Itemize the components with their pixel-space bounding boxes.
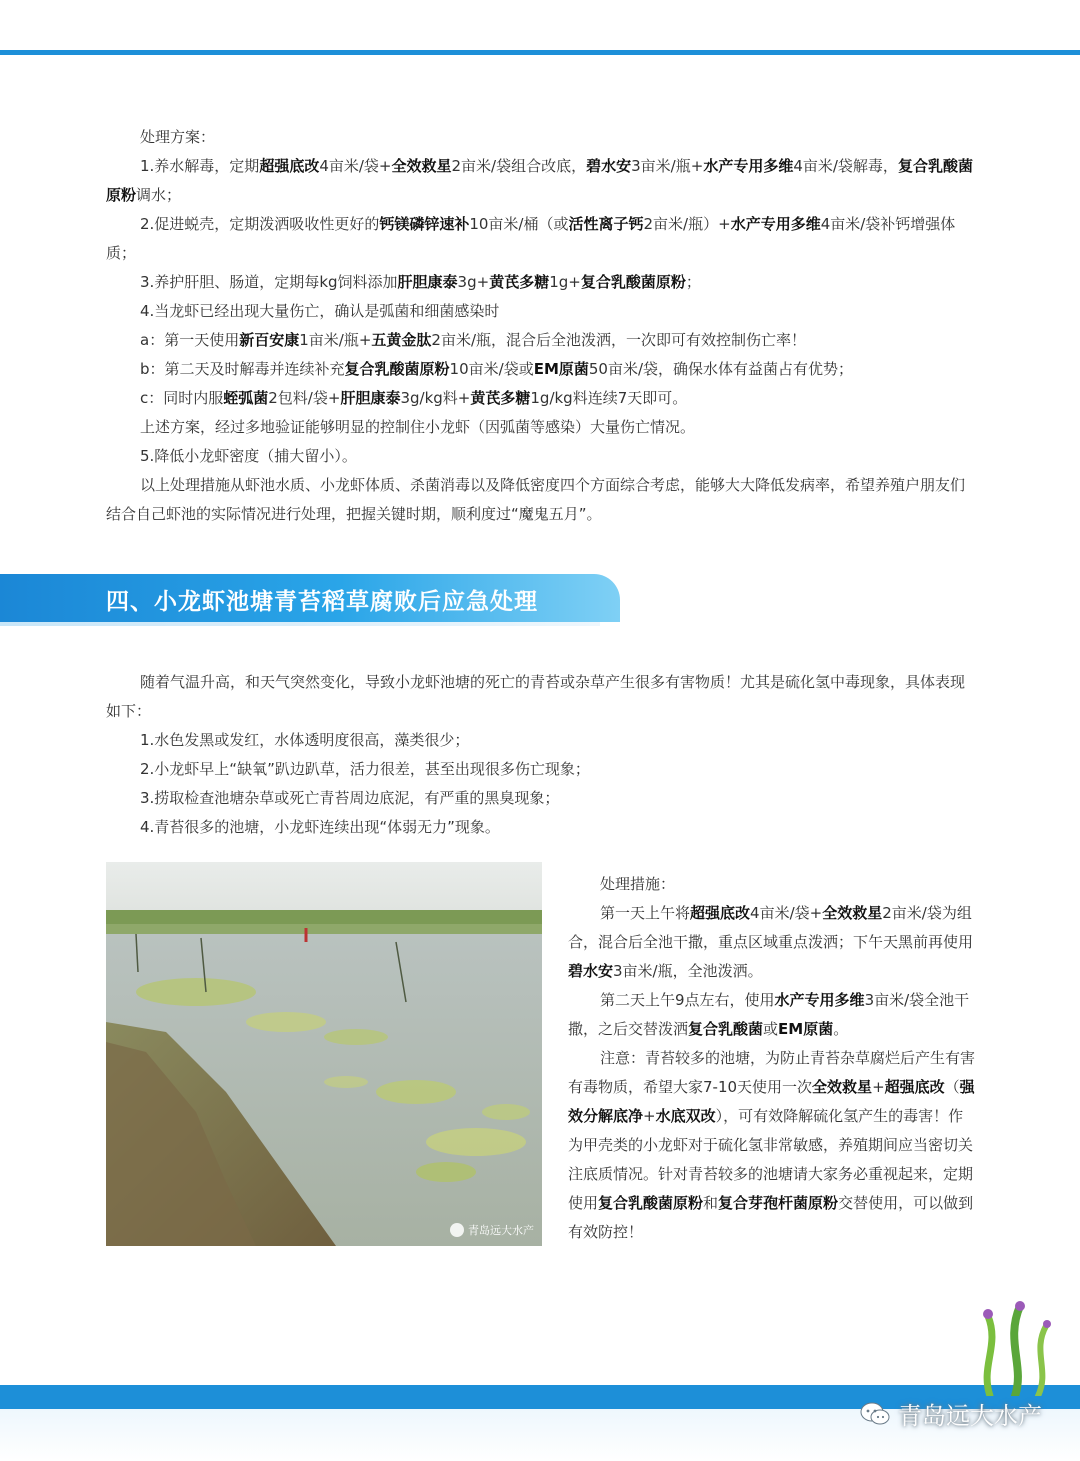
text-segment: 10亩米/袋或: [449, 360, 534, 378]
plan-conclusion: 以上处理措施从虾池水质、小龙虾体质、杀菌消毒以及降低密度四个方面综合考虑，能够大大降低发病率，希望养殖户朋友们结合自己虾池的实际情况进行处理，把握关键时期，顺利度过“魔鬼五月”。: [106, 476, 966, 523]
bold-product-name: 活性离子钙: [568, 215, 644, 233]
text-segment: 10亩米/桶（或: [469, 215, 569, 233]
seaweed-icon: [970, 1296, 1060, 1396]
text-segment: 2亩米/瓶，混合后全池泼洒，一次即可有效控制伤亡率！: [431, 331, 807, 349]
plan-item-3: [106, 268, 978, 297]
bold-product-name: 复合乳酸菌原粉: [598, 1194, 704, 1212]
text-segment: 第一天上午将: [600, 904, 691, 922]
plan-step-b: [106, 355, 978, 384]
bold-product-name: 复合芽孢杆菌原粉: [718, 1194, 839, 1212]
bold-product-name: 黄芪多糖: [470, 389, 531, 407]
bold-product-name: 复合乳酸菌: [688, 1020, 764, 1038]
pond-photo-illustration: [106, 862, 542, 1246]
text-segment: 4亩米/袋解毒，: [793, 157, 898, 175]
bold-product-name: 黄芪多糖: [489, 273, 550, 291]
bold-product-name: 肝胆康泰: [397, 273, 458, 291]
plan-summary: 上述方案，经过多地验证能够明显的控制住小龙虾（因弧菌等感染）大量伤亡情况。: [140, 418, 696, 436]
top-rule: [0, 50, 1080, 55]
bold-product-name: 超强底改: [259, 157, 320, 175]
brand-footer: [860, 1396, 1042, 1431]
bold-product-name: 水底双改: [655, 1107, 716, 1125]
bold-product-name: 蛭弧菌: [223, 389, 269, 407]
brand-name: 青岛远大水产: [898, 1402, 1042, 1430]
text-segment: 3亩米/瓶，全池泼洒。: [613, 962, 763, 980]
plan-step-a: [106, 326, 978, 355]
text-segment: 3g/kg料+: [400, 389, 471, 407]
bold-product-name: 水产专用多维: [703, 157, 794, 175]
plan-item-5: 5.降低小龙虾密度（捕大留小）。: [140, 447, 357, 465]
text-segment: 4亩米/袋+: [750, 904, 823, 922]
bold-product-name: EM原菌: [533, 360, 589, 378]
text-segment: ），可有效降解硫化氢产生的毒害！作为甲壳类的小龙虾对于硫化氢非常敏感，养殖期间应当密切关注底质情况。针对青苔较多的池塘请大家务必重视起来，定期使用: [568, 1107, 974, 1212]
plan-heading: 处理方案：: [140, 128, 216, 146]
text-segment: 2包料/袋+: [268, 389, 341, 407]
bold-product-name: 水产专用多维: [774, 991, 865, 1009]
bold-product-name: 全效救星: [812, 1078, 873, 1096]
symptom-3: 3.捞取检查池塘杂草或死亡青苔周边底泥，有严重的黑臭现象；: [140, 789, 560, 807]
text-segment: 1g+: [549, 273, 581, 291]
bold-product-name: 强效分解底净: [568, 1078, 975, 1125]
text-segment: ；: [685, 273, 701, 291]
text-segment: 2.促进蜕壳，定期泼洒吸收性更好的: [140, 215, 380, 233]
pond-photo: [106, 862, 542, 1246]
text-segment: 调水；: [136, 186, 182, 204]
plan-step-c: [106, 384, 978, 413]
text-segment: 2亩米/袋组合改底，: [451, 157, 587, 175]
plan-item-4: 4.当龙虾已经出现大量伤亡，确认是弧菌和细菌感染时: [140, 302, 500, 320]
text-segment: a：第一天使用: [140, 331, 240, 349]
text-segment: 或: [763, 1020, 779, 1038]
symptom-1: 1.水色发黑或发红，水体透明度很高，藻类很少；: [140, 731, 470, 749]
bold-product-name: 复合乳酸菌原粉: [344, 360, 450, 378]
measure-day-1: [568, 899, 978, 986]
text-segment: 1亩米/瓶+: [299, 331, 372, 349]
text-segment: 。: [833, 1020, 849, 1038]
bold-product-name: 复合乳酸菌原粉: [580, 273, 686, 291]
bold-product-name: 碧水安: [568, 962, 614, 980]
text-segment: （: [944, 1078, 960, 1096]
text-segment: 和: [703, 1194, 719, 1212]
text-segment: +: [643, 1107, 656, 1125]
measure-note: [568, 1044, 978, 1247]
bold-product-name: EM原菌: [778, 1020, 834, 1038]
text-segment: 2亩米/瓶）+: [643, 215, 731, 233]
symptom-4: 4.青苔很多的池塘，小龙虾连续出现“体弱无力”现象。: [140, 818, 500, 836]
photo-watermark: 青岛远大水产: [450, 1222, 534, 1238]
text-segment: 50亩米/袋，确保水体有益菌占有优势；: [588, 360, 854, 378]
text-segment: 3g+: [457, 273, 490, 291]
bold-product-name: 超强底改: [690, 904, 751, 922]
bold-product-name: 全效救星: [822, 904, 883, 922]
measures-column: [568, 870, 978, 1247]
section-title: 四、小龙虾池塘青苔稻草腐败后应急处理: [106, 589, 538, 615]
text-segment: 4亩米/袋+: [319, 157, 392, 175]
symptom-2: 2.小龙虾早上“缺氧”趴边趴草，活力很差，甚至出现很多伤亡现象；: [140, 760, 590, 778]
wechat-icon: [860, 1402, 890, 1426]
text-segment: 2亩米/袋为组合，混合后全池干撒，重点区域重点泼洒；下午天黑前再使用: [568, 904, 974, 951]
text-segment: 1.养水解毒，定期: [140, 157, 260, 175]
bold-product-name: 新百安康: [239, 331, 300, 349]
section-intro: 随着气温升高，和天气突然变化，导致小龙虾池塘的死亡的青苔或杂草产生很多有害物质！尤其是硫化氢中毒现象，具体表现如下：: [106, 673, 966, 720]
text-segment: +: [872, 1078, 885, 1096]
text-segment: 3.养护肝胆、肠道，定期每kg饲料添加: [140, 273, 398, 291]
text-segment: 第二天上午9点左右，使用: [600, 991, 775, 1009]
bold-product-name: 水产专用多维: [730, 215, 821, 233]
bold-product-name: 超强底改: [884, 1078, 945, 1096]
bold-product-name: 钙镁磷锌速补: [379, 215, 470, 233]
text-segment: 注意：青苔较多的池塘，为防止青苔杂草腐烂后产生有害有毒物质，希望大家7-10天使用一次: [568, 1049, 976, 1096]
measure-day-2: [568, 986, 978, 1044]
wechat-icon: [450, 1223, 464, 1237]
text-segment: 交替使用，可以做到有效防控！: [568, 1194, 974, 1241]
text-segment: c：同时内服: [140, 389, 224, 407]
text-segment: 1g/kg料连续7天即可。: [530, 389, 688, 407]
text-segment: b：第二天及时解毒并连续补充: [140, 360, 345, 378]
bold-product-name: 碧水安: [586, 157, 632, 175]
bold-product-name: 五黄金肽: [371, 331, 432, 349]
text-segment: 3亩米/瓶+: [631, 157, 704, 175]
bold-product-name: 复合乳酸菌原粉: [106, 157, 973, 204]
bold-product-name: 全效救星: [391, 157, 452, 175]
text-segment: 3亩米/袋全池干撒，之后交替泼洒: [568, 991, 970, 1038]
plan-item-2: [106, 210, 978, 268]
measures-heading: 处理措施：: [600, 875, 676, 893]
plan-item-1: [106, 152, 978, 210]
text-segment: 4亩米/袋补钙增强体质；: [106, 215, 956, 262]
section-banner: [0, 574, 620, 622]
bold-product-name: 肝胆康泰: [340, 389, 401, 407]
